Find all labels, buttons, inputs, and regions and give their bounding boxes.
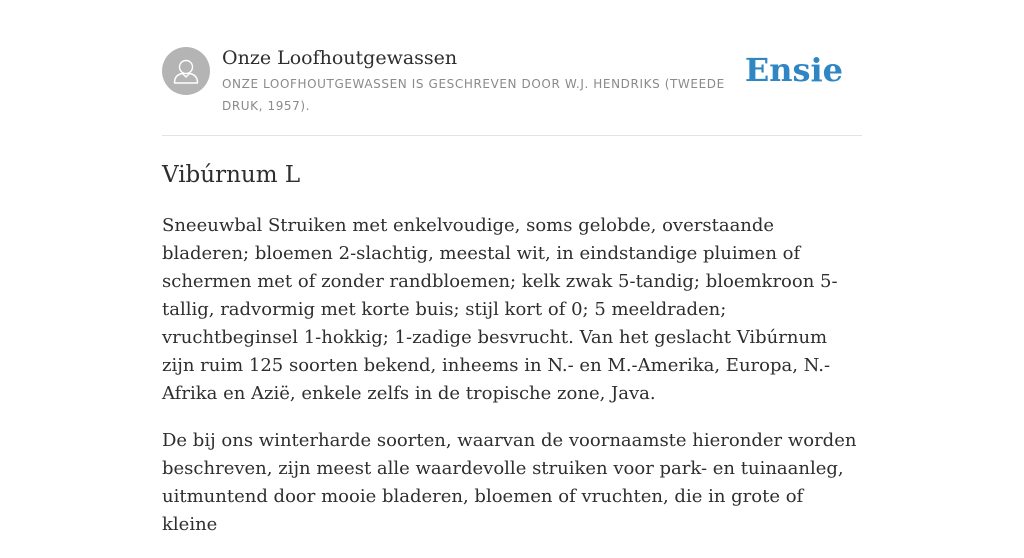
publication-description: ONZE LOOFHOUTGEWASSEN IS GESCHREVEN DOOR W.J. HENDRIKS (TWEEDE DRUK, 1957).	[222, 77, 725, 113]
publication-title[interactable]: Onze Loofhoutgewassen	[222, 47, 458, 69]
author-avatar[interactable]	[162, 47, 210, 95]
publication-header	[162, 44, 862, 136]
ensie-logo[interactable]: Ensie	[744, 51, 843, 89]
user-icon	[162, 47, 210, 95]
entry-content	[162, 212, 862, 558]
paragraph: Sneeuwbal Struiken met enkelvoudige, soms gelobde, overstaande bladeren; bloemen 2-slachtig, meestal wit, in eindstandige pluimen of schermen met of zonder randbloemen; kelk zwak 5-tandig; bloemkroon 5-tallig, radvormig met korte buis; stijl kort of 0; 5 meeldraden; vruchtbeginsel 1-hokkig; 1-zadige besvrucht. Van het geslacht Vibúrnum zijn ruim 125 soorten bekend, inheems in N.- en M.-Amerika, Europa, N.-Afrika en Azië, enkele zelfs in de tropische zone, Java.	[162, 215, 838, 404]
paragraph: De bij ons winterharde soorten, waarvan de voornaamste hieronder worden beschreven, zijn meest alle waardevolle struiken voor park- en tuinaanleg, uitmuntend door mooie bladeren, bloemen of vruchten, die in grote of kleine	[162, 430, 857, 535]
entry-title: Vibúrnum L	[162, 162, 301, 188]
